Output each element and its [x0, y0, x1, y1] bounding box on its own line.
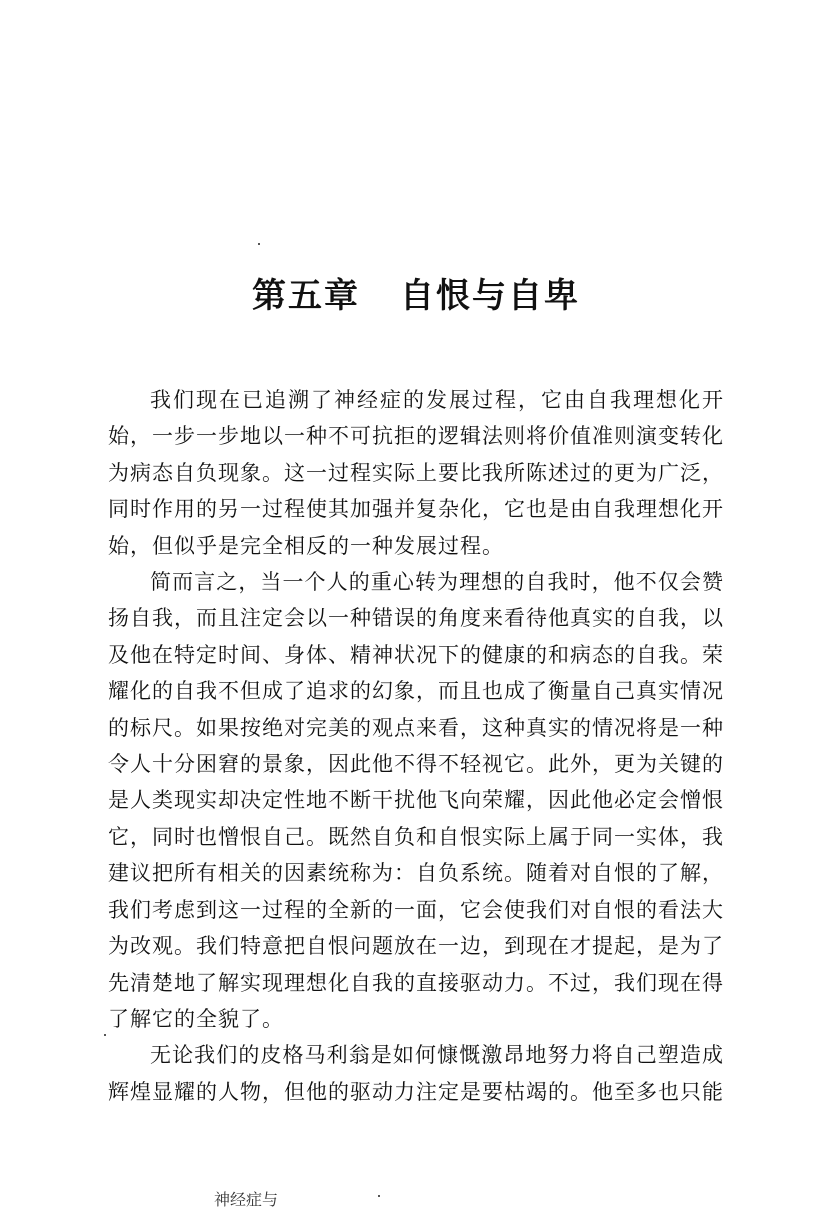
chapter-title: 自恨与自卑 [400, 276, 580, 316]
scan-speck [378, 1195, 380, 1197]
scan-speck [258, 243, 260, 245]
chapter-body [108, 382, 724, 1110]
paragraph-2: 简而言之，当一个人的重心转为理想的自我时，他不仅会赞扬自我，而且注定会以一种错误的角度来看待他真实的自我，以及他在特定时间、身体、精神状况下的健康的和病态的自我。荣耀化的自我不但成了追求的幻象，而且也成了衡量自己真实情况的标尺。如果按绝对完美的观点来看，这种真实的情况将是一种令人十分困窘的景象，因此他不得不轻视它。此外，更为关键的是人类现实却决定性地不断干扰他飞向荣耀，因此他必定会憎恨它，同时也憎恨自己。既然自负和自恨实际上属于同一实体，我建议把所有相关的因素统称为：自负系统。随着对自恨的了解，我们考虑到这一过程的全新的一面，它会使我们对自恨的看法大为改观。我们特意把自恨问题放在一边，到现在才提起，是为了先清楚地了解实现理想化自我的直接驱动力。不过，我们现在得了解它的全貌了。 [108, 570, 724, 1031]
chapter-heading [0, 268, 832, 317]
cut-off-footer-text: 神经症与 [214, 1190, 279, 1209]
chapter-number: 第五章 [252, 276, 360, 316]
scan-speck [104, 1034, 106, 1036]
paragraph-3: 无论我们的皮格马利翁是如何慷慨激昂地努力将自己塑造成辉煌显耀的人物，但他的驱动力注定是要枯竭的。他至多也只能 [108, 1043, 724, 1104]
paragraph-1: 我们现在已追溯了神经症的发展过程，它由自我理想化开始，一步一步地以一种不可抗拒的逻辑法则将价值准则演变转化为病态自负现象。这一过程实际上要比我所陈述过的更为广泛，同时作用的另一过程使其加强并复杂化，它也是由自我理想化开始，但似乎是完全相反的一种发展过程。 [108, 388, 724, 558]
